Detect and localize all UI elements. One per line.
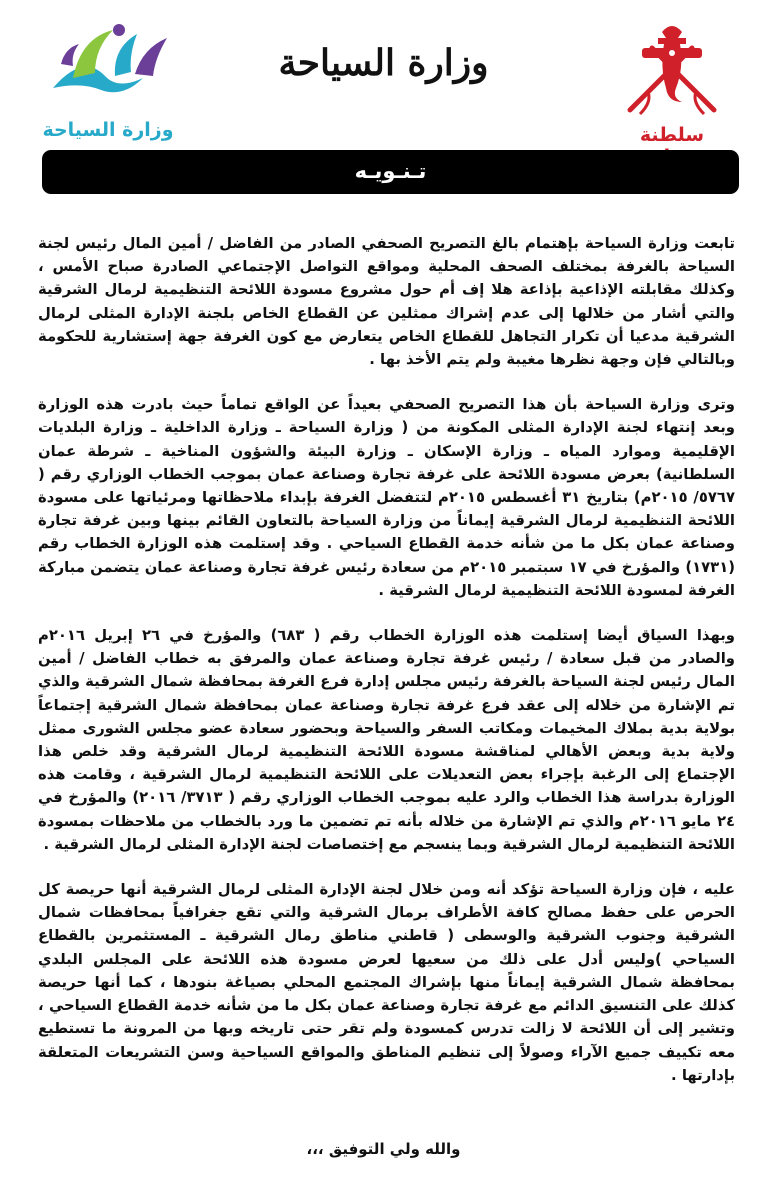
page-title: وزارة السياحة <box>278 42 489 84</box>
emblem-caption: سلطنة <box>639 124 705 146</box>
notice-banner: تـنـويـه <box>42 150 739 194</box>
paragraph: وبهذا السياق أيضا إستلمت هذه الوزارة الخطاب رقم ( ٦٨٣) والمؤرخ في ٢٦ إبريل ٢٠١٦م والصادر من قبل سعادة / رئيس غرفة تجارة وصناعة عمان والمرفق به خطاب الفاضل / أمين المال رئيس لجنة السياحة بالغرفة رئيس مجلس إدارة فرع الغرفة بمحافظة شمال الشرقية والذي تم الإشارة من خلاله إلى عقد فرع غرفة تجارة وصناعة عمان بمحافظة شمال الشرقية إجتماعاً بولاية بدية بملاك المخيمات ومكاتب السفر والسياحة وبحضور سعادة عضو مجلس الشورى ممثل ولاية بدية وبعض الأهالي لمناقشة مسودة اللائحة التنظيمية لرمال الشرقية وقد خلص هذا الإجتماع إلى الرغبة بإجراء بعض التعديلات على اللائحة التنظيمية لرمال الشرقية ، وقامت هذه الوزارة بدراسة هذا الخطاب والرد عليه بموجب الخطاب الوزاري رقم ( ٣٧١٣/ ٢٠١٦) والمؤرخ في ٢٤ مايو ٢٠١٦م والذي تم الإشارة من خلاله بأنه تم تضمين ما ورد بالخطاب من ملاحظات بمسودة اللائحة التنظيمية لرمال الشرقية وبما ينسجم مع إختصاصات لجنة الإدارة المثلى لرمال الشرقية . <box>38 627 736 853</box>
paragraph: عليه ، فإن وزارة السياحة تؤكد أنه ومن خلال لجنة الإدارة المثلى لرمال الشرقية أنها حريصة كل الحرص على حفظ مصالح كافة الأطراف برمال الشرقية والتي تقع جغرافياً بمحافظات شمال الشرقية وجنوب الشرقية والوسطى ( قاطني مناطق رمال الشرقية ـ المستثمرين بالقطاع السياحي )وليس أدل على ذلك من سعيها لعرض مسودة هذه اللائحة على المجلس البلدي بمحافظة شمال الشرقية إيماناً منها بإشراك المجتمع المحلي بصياغة بنودها ، كما أنها حريصة كذلك على التنسيق الدائم مع غرفة تجارة وصناعة عمان بكل ما من شأنه خدمة القطاع السياحي ، وتشير إلى أن اللائحة لا زالت تدرس كمسودة ولم تقر حتى تاريخه وبها من المرونة ما تستطيع معه تكييف جميع الآراء وصولاً إلى تنظيم المناطق والمواقع السياحية وسن التشريعات المتعلقة بإدارتها . <box>38 881 735 1084</box>
notice-body <box>38 232 735 1109</box>
tourism-logo-icon <box>43 18 173 113</box>
closing-line: والله ولي التوفيق ،،، <box>306 1140 461 1158</box>
tourism-logo-caption: وزارة السياحة <box>42 119 174 141</box>
paragraph: وترى وزارة السياحة بأن هذا التصريح الصحفي بعيداً عن الواقع تماماً حيث بادرت هذه الوزارة وبعد إنتهاء لجنة الإدارة المثلى المكونة من ( وزارة السياحة ـ وزارة الداخلية ـ وزارة البلديات الإقليمية وموارد المياه ـ وزارة الإسكان ـ وزارة البيئة والشؤون المناخية ـ شرطة عمان السلطانية) بعرض مسودة اللائحة على غرفة تجارة وصناعة عمان بموجب الخطاب الوزاري رقم ( ٥٧٦٧/ ٢٠١٥م) بتاريخ ٣١ أغسطس ٢٠١٥م لتتفضل الغرفة بإبداء ملاحظاتها ومرئياتها على مسودة اللائحة التنظيمية لرمال الشرقية إيماناً من وزارة السياحة بالتعاون القائم بينها وبين غرفة تجارة وصناعة عمان بكل ما من شأنه خدمة القطاع السياحي . وقد إستلمت هذه الوزارة الخطاب رقم (١٧٣١) والمؤرخ في ١٧ سبتمبر ٢٠١٥م من سعادة رئيس غرفة تجارة وصناعة عمان يتضمن مباركة الغرفة لمسودة اللائحة التنظيمية لرمال الشرقية . <box>38 396 735 599</box>
tourism-logo <box>38 18 178 141</box>
oman-emblem <box>617 18 727 168</box>
paragraph: تابعت وزارة السياحة بإهتمام بالغ التصريح الصحفي الصادر من الفاضل / أمين المال رئيس لجنة السياحة بالغرفة بمختلف الصحف المحلية ومواقع التواصل الإجتماعي الصادرة صباح الأمس ، وكذلك مقابلته الإذاعية بإذاعة هلا إف أم حول مشروع مسودة اللائحة التنظيمية لرمال الشرقية والتي أشار من خلالها إلى عدم إشراك ممثلين عن القطاع الخاص بلجنة الإدارة المثلى لرمال الشرقية مدعيا أن تكرار التجاهل للقطاع الخاص يتعارض مع كون الغرفة جهة إستشارية للحكومة وبالتالي فإن وجهة نظرها مغيبة ولم يتم الأخذ بها . <box>38 235 735 369</box>
letterhead <box>0 0 767 150</box>
